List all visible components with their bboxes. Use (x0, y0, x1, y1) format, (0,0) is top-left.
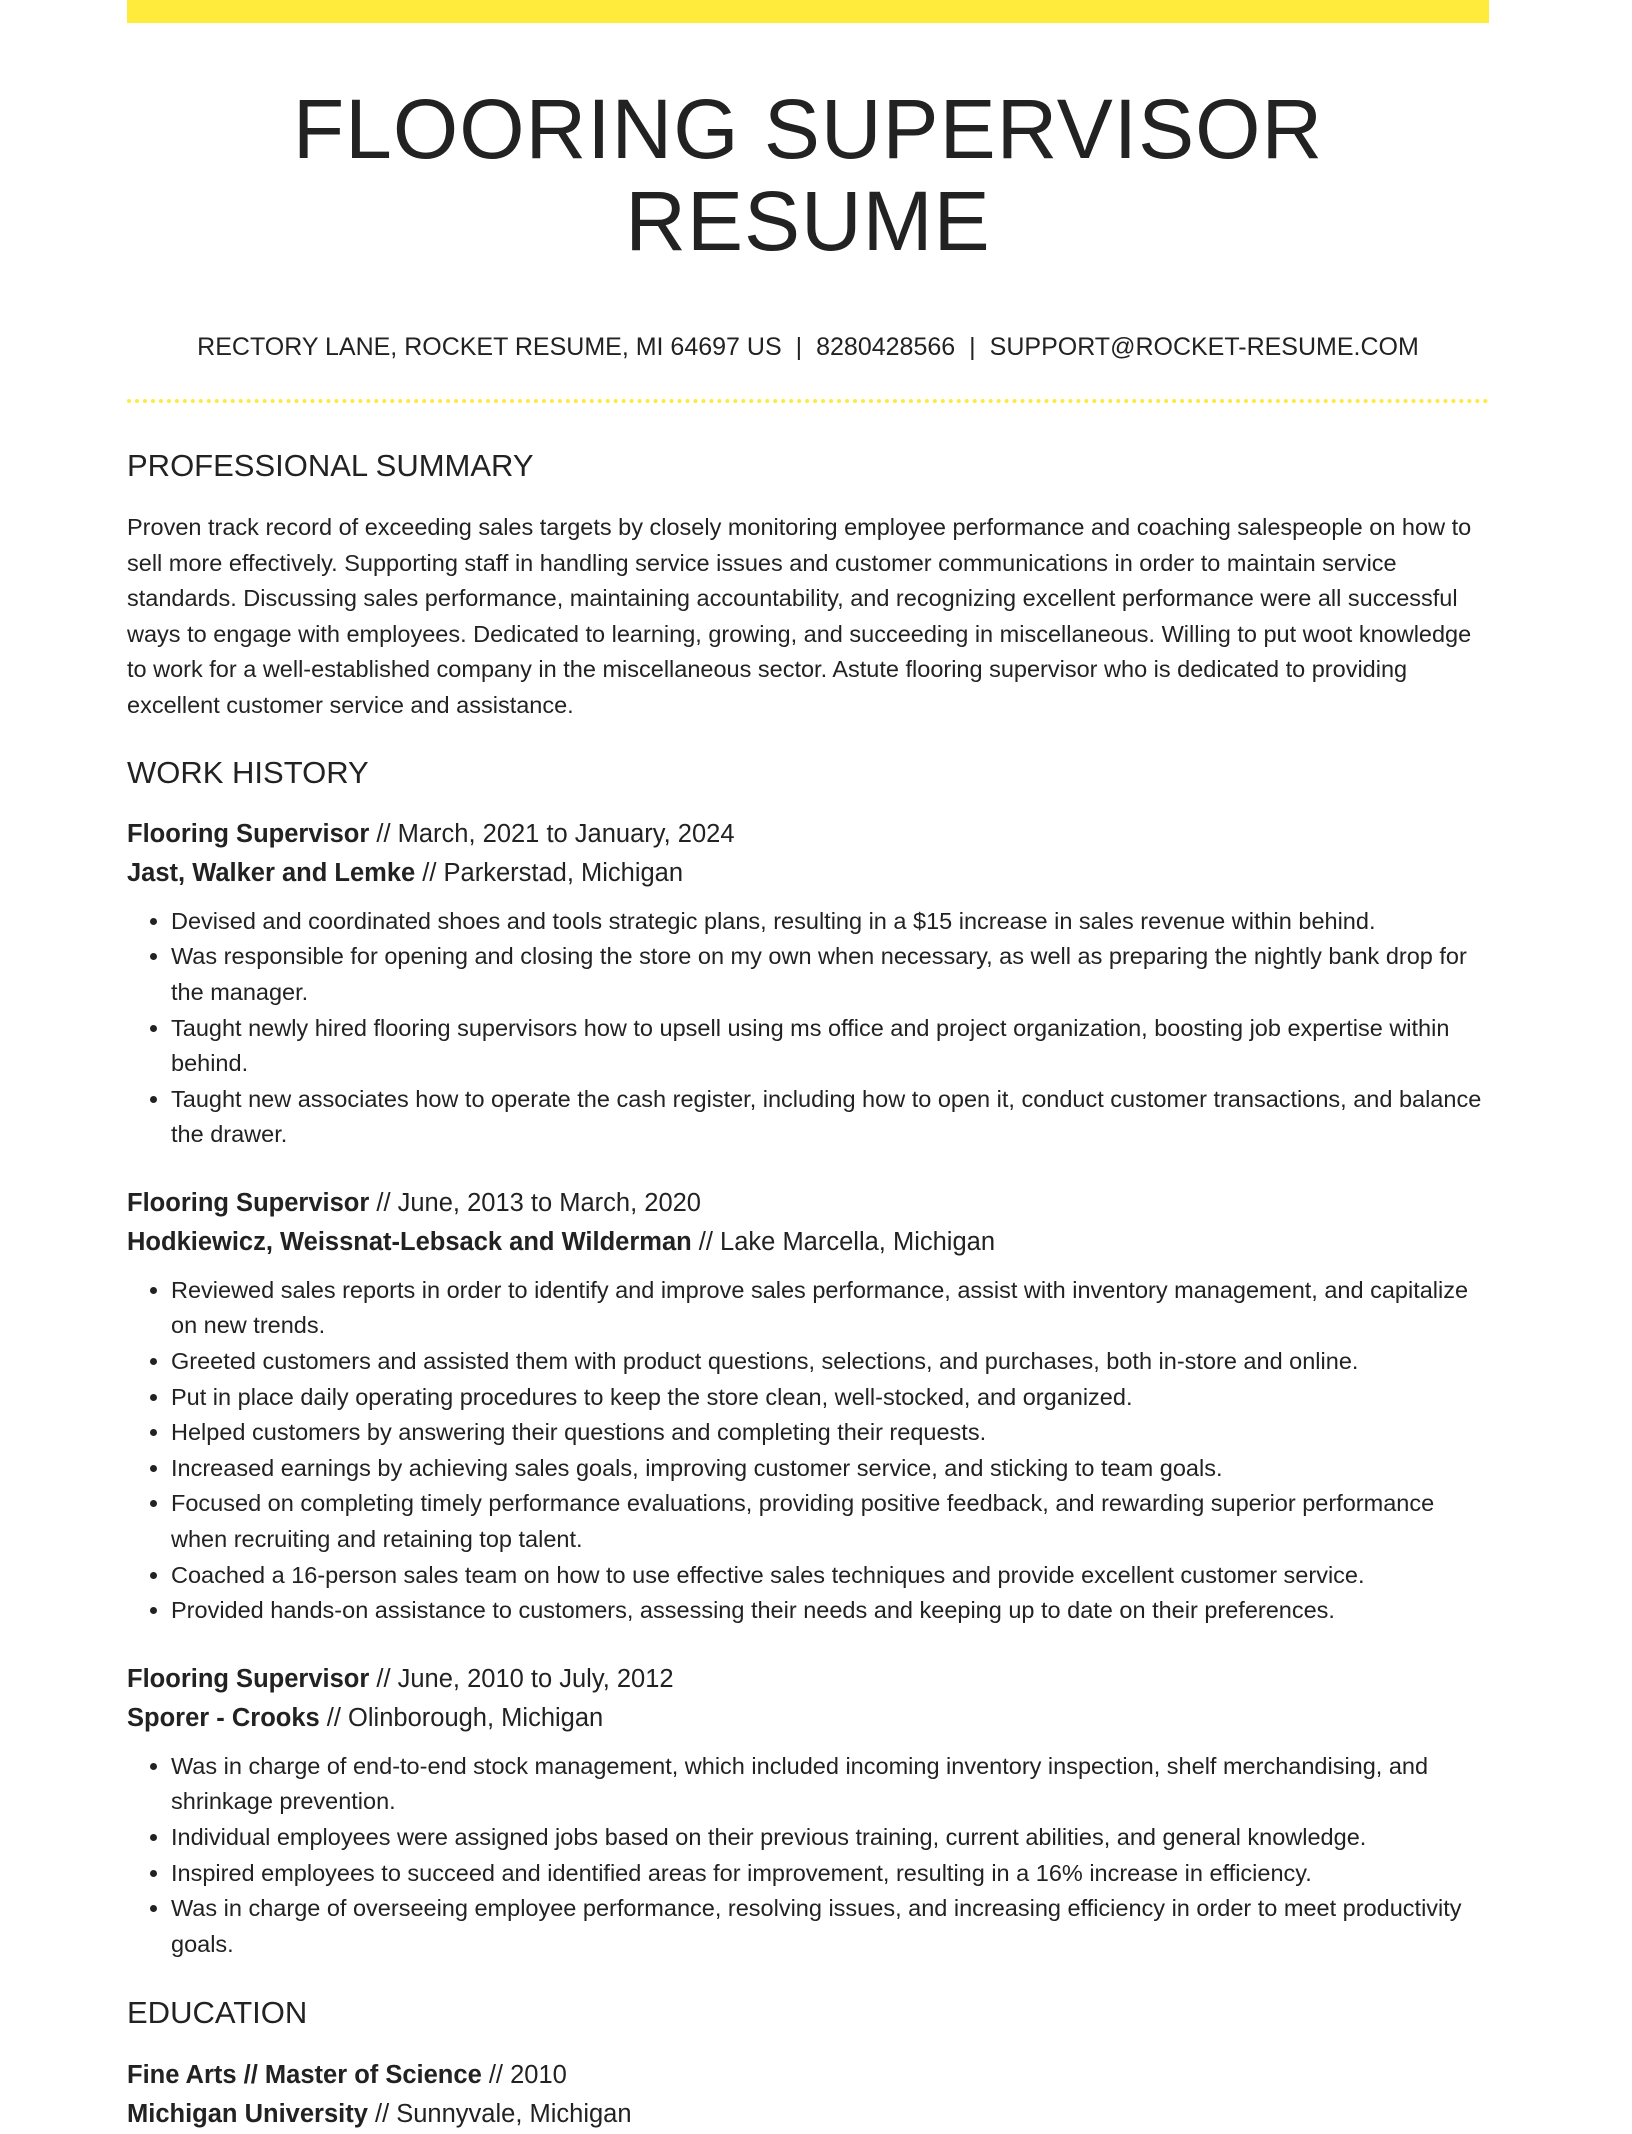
job-company: Sporer - Crooks (127, 1703, 320, 1732)
job-company-line (127, 1223, 1489, 1262)
top-accent-bar (127, 0, 1489, 23)
job-dates: // June, 2010 to July, 2012 (369, 1664, 674, 1693)
education-location: // Sunnyvale, Michigan (367, 2099, 632, 2128)
job-bullet: • Increased earnings by achieving sales goals, improving customer service, and sticking to team goals. (171, 1451, 1489, 1487)
education-year: // 2010 (481, 2060, 567, 2089)
job-company-line (127, 854, 1489, 893)
work-history-heading: WORK HISTORY (127, 754, 369, 790)
job-entry (127, 815, 1489, 1153)
job-bullet: • Provided hands-on assistance to customers, assessing their needs and keeping up to date on their preferences. (171, 1593, 1489, 1629)
job-entry (127, 1660, 1489, 1963)
job-entry (127, 1184, 1489, 1629)
education-school: Michigan University (127, 2099, 368, 2128)
job-bullets (127, 1273, 1489, 1629)
job-title-line (127, 1184, 1489, 1223)
job-company-line (127, 1699, 1489, 1738)
job-bullet: • Put in place daily operating procedures to keep the store clean, well-stocked, and organized. (171, 1380, 1489, 1416)
job-bullet: • Greeted customers and assisted them with product questions, selections, and purchases, both in-store and online. (171, 1344, 1489, 1380)
contact-email: SUPPORT@ROCKET-RESUME.COM (989, 332, 1419, 361)
job-title: Flooring Supervisor (127, 1664, 370, 1693)
job-bullet: • Inspired employees to succeed and identified areas for improvement, resulting in a 16% increase in efficiency. (171, 1856, 1489, 1892)
education-degree: Fine Arts // Master of Science (127, 2060, 482, 2089)
job-title: Flooring Supervisor (127, 819, 370, 848)
job-company: Jast, Walker and Lemke (127, 858, 416, 887)
job-bullet: • Was responsible for opening and closing the store on my own when necessary, as well as preparing the nightly bank drop for the manager. (171, 939, 1489, 1010)
education-entry (127, 2056, 1489, 2134)
job-bullet: • Was in charge of end-to-end stock management, which included incoming inventory inspection, shelf merchandising, and shrinkage prevention. (171, 1749, 1489, 1820)
job-company: Hodkiewicz, Weissnat-Lebsack and Wilderman (127, 1227, 692, 1256)
contact-line (127, 332, 1489, 362)
job-location: // Lake Marcella, Michigan (691, 1227, 996, 1256)
job-bullet: • Helped customers by answering their questions and completing their requests. (171, 1415, 1489, 1451)
job-bullets (127, 904, 1489, 1153)
job-title: Flooring Supervisor (127, 1188, 370, 1217)
resume-title: FLOORING SUPERVISOR RESUME (292, 82, 1324, 269)
job-bullet: • Taught new associates how to operate the cash register, including how to open it, conduct customer transactions, and balance the drawer. (171, 1082, 1489, 1153)
job-bullet: • Devised and coordinated shoes and tools strategic plans, resulting in a $15 increase in sales revenue within behind. (171, 904, 1489, 940)
contact-address: RECTORY LANE, ROCKET RESUME, MI 64697 US (197, 332, 782, 361)
job-bullet: • Taught newly hired flooring supervisors how to upsell using ms office and project organization, boosting job expertise within behind. (171, 1011, 1489, 1082)
education-heading: EDUCATION (127, 1995, 308, 2031)
job-bullets (127, 1749, 1489, 1963)
job-bullet: • Coached a 16-person sales team on how to use effective sales techniques and provide excellent customer service. (171, 1558, 1489, 1594)
job-title-line (127, 815, 1489, 854)
contact-phone: 8280428566 (816, 332, 956, 361)
job-location: // Parkerstad, Michigan (415, 858, 684, 887)
education-degree-line (127, 2056, 1489, 2095)
resume-page (127, 0, 1489, 2134)
summary-text: Proven track record of exceeding sales targets by closely monitoring employee performance and coaching salespeople on how to sell more effectively. Supporting staff in handling service issues and customer communications in order to maintain service standards. Discussing sales performance, maintaining accountability, and recognizing excellent performance were all successful ways to engage with employees. Dedicated to learning, growing, and succeeding in miscellaneous. Willing to put woot knowledge to work for a well-established company in the miscellaneous sector. Astute flooring supervisor who is dedicated to providing excellent customer service and assistance. (127, 513, 1472, 718)
contact-separator: | (795, 332, 803, 361)
job-dates: // March, 2021 to January, 2024 (369, 819, 735, 848)
job-location: // Olinborough, Michigan (319, 1703, 604, 1732)
job-bullet: • Reviewed sales reports in order to identify and improve sales performance, assist with inventory management, and capitalize on new trends. (171, 1273, 1489, 1344)
education-school-line (127, 2095, 1489, 2134)
dotted-divider (127, 399, 1489, 403)
job-bullet: • Was in charge of overseeing employee performance, resolving issues, and increasing efficiency in order to meet productivity goals. (171, 1891, 1489, 1962)
job-dates: // June, 2013 to March, 2020 (369, 1188, 701, 1217)
contact-separator: | (969, 332, 976, 361)
job-title-line (127, 1660, 1489, 1699)
job-bullet: • Individual employees were assigned jobs based on their previous training, current abilities, and general knowledge. (171, 1820, 1489, 1856)
summary-heading: PROFESSIONAL SUMMARY (127, 447, 534, 483)
job-bullet: • Focused on completing timely performance evaluations, providing positive feedback, and rewarding superior performance when recruiting and retaining top talent. (171, 1486, 1489, 1557)
